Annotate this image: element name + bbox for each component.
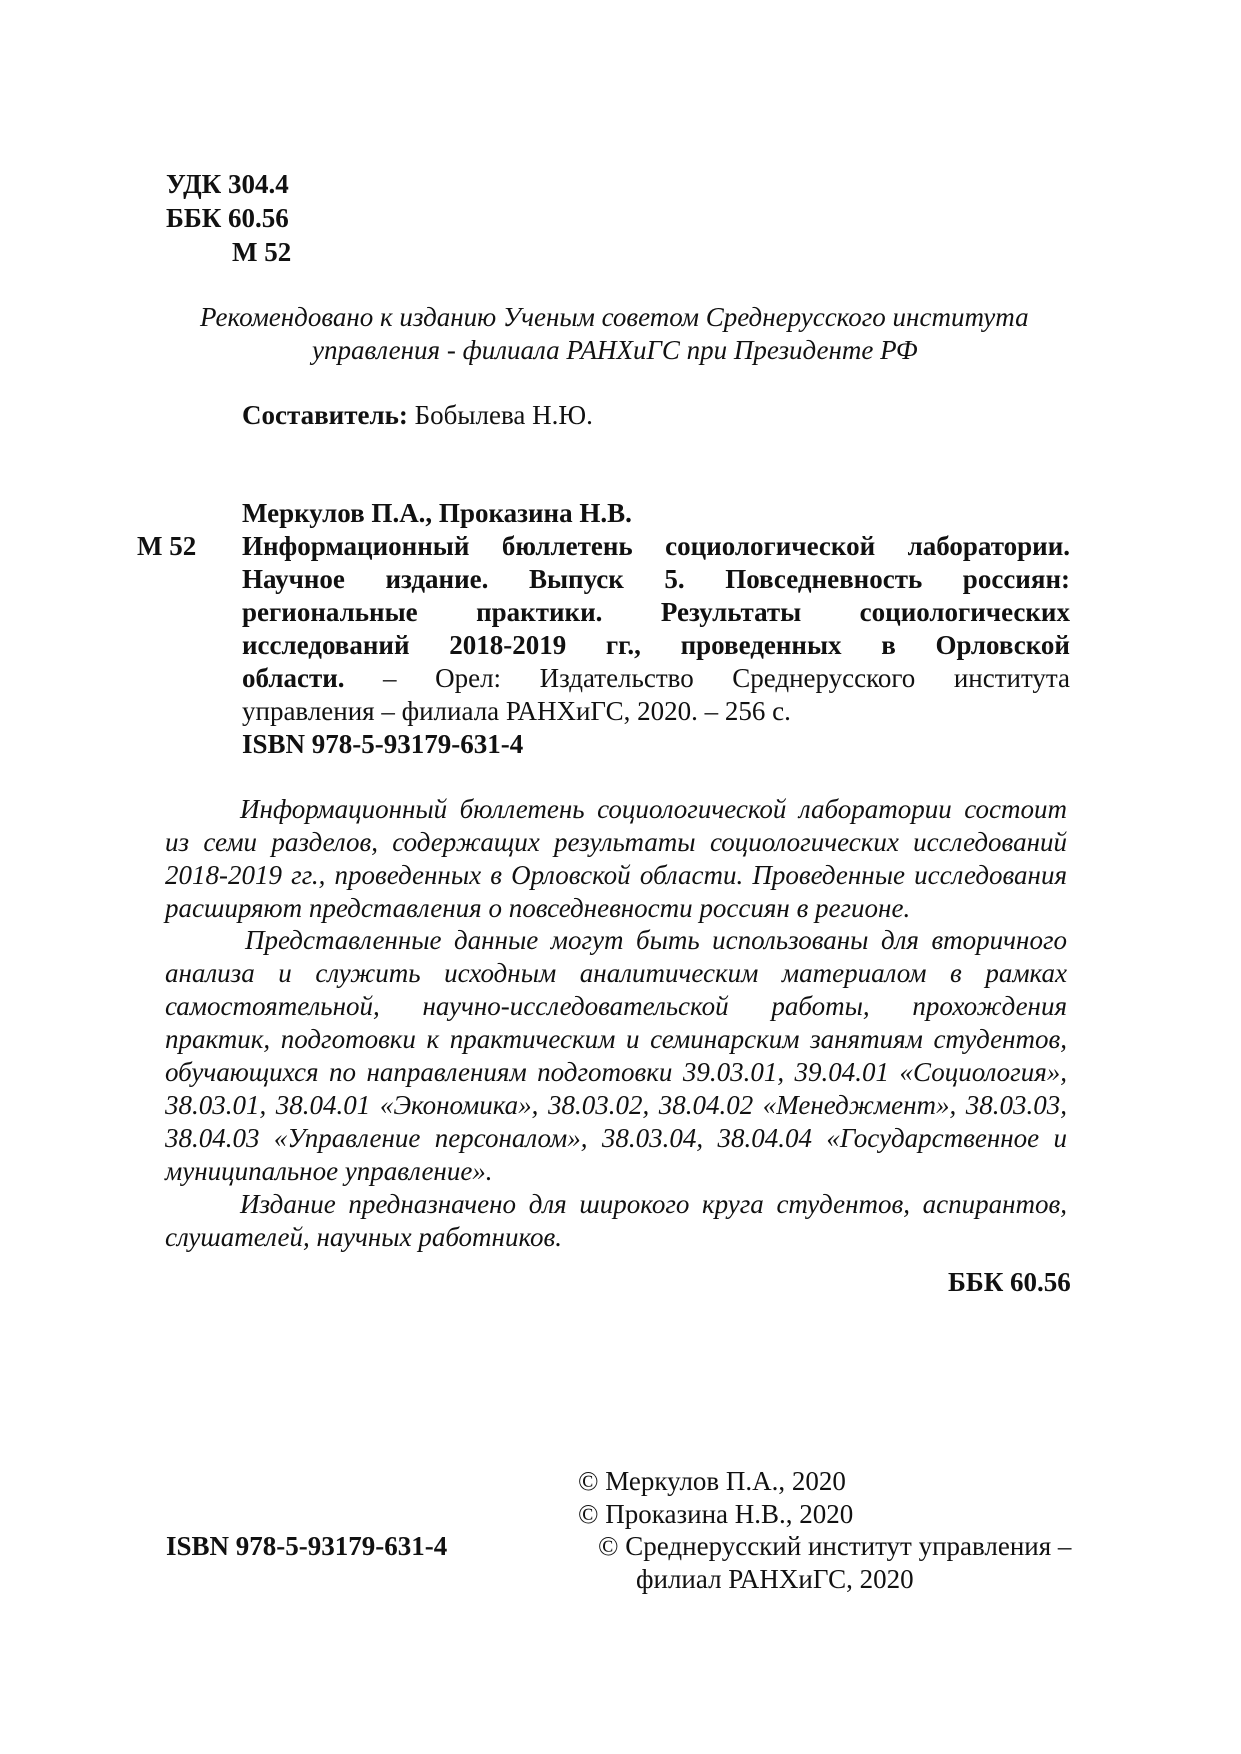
copyright-line: © Среднерусский институт управления – <box>598 1531 1072 1561</box>
annotation-line: 38.04.03 «Управление персоналом», 38.03.04, 38.04.04 «Государственное и <box>165 1123 1067 1153</box>
annotation-line: Издание предназначено для широкого круга студентов, аспирантов, <box>240 1189 1067 1219</box>
title-line: Информационный бюллетень социологической лаборатории. <box>242 531 1070 561</box>
annotation-line: Информационный бюллетень социологической лаборатории состоит <box>240 794 1067 824</box>
title-line: Научное издание. Выпуск 5. Повседневность россиян: <box>242 564 1070 594</box>
title-last: области. <box>242 663 345 693</box>
bbk-code: ББК 60.56 <box>166 203 289 233</box>
title-publisher-line <box>242 662 1070 695</box>
isbn: ISBN 978-5-93179-631-4 <box>242 729 524 759</box>
annotation-line: практик, подготовки к практическим и семинарским занятиям студентов, <box>165 1024 1067 1054</box>
annotation-line: слушателей, научных работников. <box>165 1222 563 1252</box>
annotation-line: Представленные данные могут быть использованы для вторичного <box>245 925 1067 955</box>
publisher-line-1: – Орел: Издательство Среднерусского института <box>344 663 1070 693</box>
annotation-bbk: ББК 60.56 <box>948 1267 1071 1297</box>
publisher-line-2: управления – филиала РАНХиГС, 2020. – 256 с. <box>242 696 791 726</box>
author-mark: М 52 <box>232 237 292 267</box>
title-line: региональные практики. Результаты социологических <box>242 597 1070 627</box>
authors: Меркулов П.А., Проказина Н.В. <box>242 498 632 528</box>
compiler-name: Бобылева Н.Ю. <box>414 400 593 430</box>
annotation-line: самостоятельной, научно-исследовательской работы, прохождения <box>165 991 1067 1021</box>
annotation-line: 38.03.01, 38.04.01 «Экономика», 38.03.02, 38.04.02 «Менеджмент», 38.03.03, <box>165 1090 1067 1120</box>
compiler <box>242 399 593 432</box>
annotation-line: расширяют представления о повседневности россиян в регионе. <box>165 893 911 923</box>
footer-isbn: ISBN 978-5-93179-631-4 <box>166 1531 448 1561</box>
copyright-line: филиал РАНХиГС, 2020 <box>636 1564 914 1594</box>
annotation-line: обучающихся по направлениям подготовки 39.03.01, 39.04.01 «Социология», <box>165 1057 1067 1087</box>
copyright-line: © Проказина Н.В., 2020 <box>578 1499 854 1529</box>
compiler-label: Составитель: <box>242 400 408 430</box>
copyright-line: © Меркулов П.А., 2020 <box>578 1466 846 1496</box>
annotation-line: анализа и служить исходным аналитическим материалом в рамках <box>165 958 1067 988</box>
udk-code: УДК 304.4 <box>166 169 289 199</box>
side-author-mark: М 52 <box>137 531 197 561</box>
annotation-line: из семи разделов, содержащих результаты социологических исследований <box>165 827 1067 857</box>
annotation-line: 2018-2019 гг., проведенных в Орловской области. Проведенные исследования <box>165 860 1067 890</box>
recommendation-line-2: управления - филиала РАНХиГС при Президенте РФ <box>312 335 918 365</box>
annotation-line: муниципальное управление». <box>165 1156 493 1186</box>
title-line: исследований 2018-2019 гг., проведенных в Орловской <box>242 630 1070 660</box>
recommendation-line-1: Рекомендовано к изданию Ученым советом Среднерусского института <box>200 302 1029 332</box>
